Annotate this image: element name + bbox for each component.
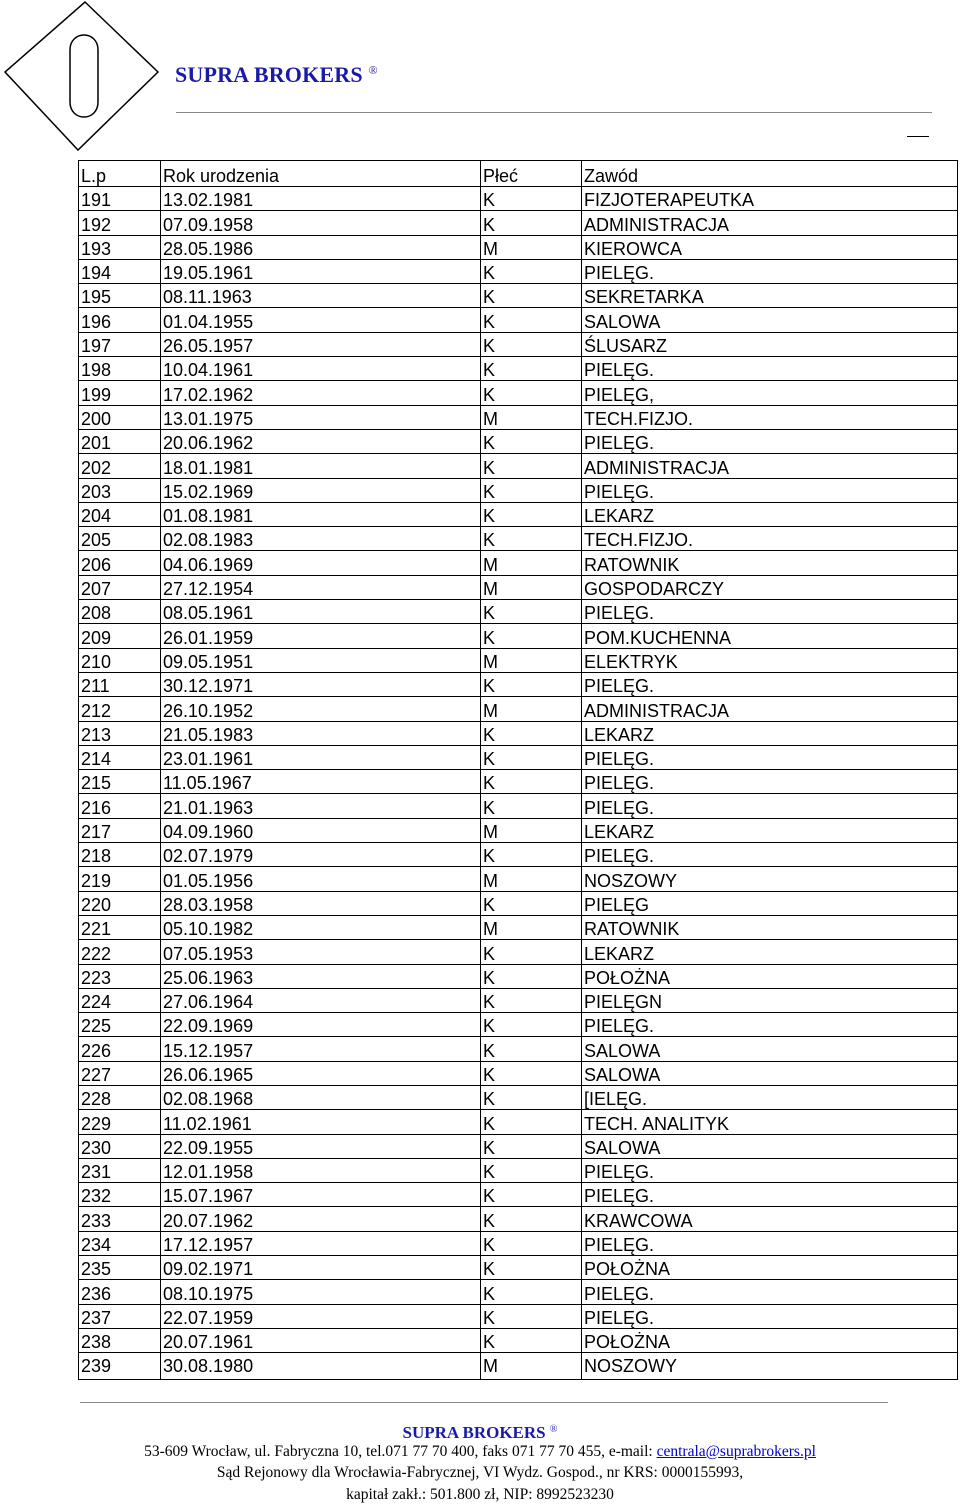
- cell-birth-date: 17.12.1957: [161, 1231, 481, 1255]
- cell-occupation: LEKARZ: [582, 818, 958, 842]
- table-row: [79, 259, 958, 283]
- email-link[interactable]: centrala@suprabrokers.pl: [656, 1443, 816, 1460]
- cell-gender: K: [481, 332, 582, 356]
- cell-occupation: PIELĘG.: [582, 745, 958, 769]
- table-row: [79, 211, 958, 235]
- cell-lp: 199: [79, 381, 161, 405]
- cell-gender: K: [481, 1110, 582, 1134]
- cell-birth-date: 26.06.1965: [161, 1061, 481, 1085]
- column-header-gender: Płeć: [481, 161, 582, 187]
- cell-occupation: KIEROWCA: [582, 235, 958, 259]
- cell-occupation: NOSZOWY: [582, 1353, 958, 1380]
- table-row: [79, 940, 958, 964]
- cell-occupation: TECH.FIZJO.: [582, 527, 958, 551]
- cell-gender: K: [481, 1037, 582, 1061]
- cell-lp: 191: [79, 187, 161, 211]
- cell-birth-date: 18.01.1981: [161, 454, 481, 478]
- cell-occupation: PIELĘG.: [582, 259, 958, 283]
- table-row: [79, 745, 958, 769]
- cell-occupation: LEKARZ: [582, 502, 958, 526]
- registered-mark: ®: [368, 63, 378, 77]
- brand-name: SUPRA BROKERS ®: [175, 62, 378, 87]
- cell-birth-date: 10.04.1961: [161, 357, 481, 381]
- table-row: [79, 964, 958, 988]
- cell-birth-date: 08.10.1975: [161, 1280, 481, 1304]
- table-body: [79, 187, 958, 1380]
- cell-lp: 218: [79, 843, 161, 867]
- cell-occupation: PIELĘG: [582, 891, 958, 915]
- cell-lp: 223: [79, 964, 161, 988]
- cell-birth-date: 01.04.1955: [161, 308, 481, 332]
- cell-lp: 235: [79, 1256, 161, 1280]
- table-row: [79, 843, 958, 867]
- cell-gender: K: [481, 357, 582, 381]
- cell-gender: K: [481, 600, 582, 624]
- cell-birth-date: 12.01.1958: [161, 1158, 481, 1182]
- cell-occupation: ADMINISTRACJA: [582, 211, 958, 235]
- cell-gender: K: [481, 988, 582, 1012]
- table-row: [79, 721, 958, 745]
- cell-gender: K: [481, 1328, 582, 1352]
- cell-gender: K: [481, 672, 582, 696]
- cell-gender: K: [481, 1304, 582, 1328]
- cell-gender: K: [481, 1183, 582, 1207]
- cell-occupation: PIELĘGN: [582, 988, 958, 1012]
- cell-lp: 221: [79, 915, 161, 939]
- cell-lp: 220: [79, 891, 161, 915]
- table-row: [79, 429, 958, 453]
- table-row: [79, 1207, 958, 1231]
- header-divider: [176, 112, 932, 113]
- cell-occupation: [IELĘG.: [582, 1085, 958, 1109]
- cell-occupation: PIELĘG.: [582, 770, 958, 794]
- footer-divider: [80, 1402, 888, 1403]
- cell-gender: M: [481, 697, 582, 721]
- cell-gender: K: [481, 211, 582, 235]
- cell-gender: K: [481, 1207, 582, 1231]
- cell-birth-date: 13.01.1975: [161, 405, 481, 429]
- cell-birth-date: 04.06.1969: [161, 551, 481, 575]
- cell-birth-date: 19.05.1961: [161, 259, 481, 283]
- cell-gender: K: [481, 259, 582, 283]
- cell-lp: 204: [79, 502, 161, 526]
- cell-lp: 198: [79, 357, 161, 381]
- table-row: [79, 405, 958, 429]
- cell-lp: 229: [79, 1110, 161, 1134]
- cell-birth-date: 22.09.1969: [161, 1013, 481, 1037]
- cell-gender: K: [481, 1013, 582, 1037]
- cell-gender: K: [481, 1158, 582, 1182]
- cell-gender: K: [481, 1256, 582, 1280]
- cell-birth-date: 20.07.1961: [161, 1328, 481, 1352]
- cell-occupation: SALOWA: [582, 1037, 958, 1061]
- cell-gender: K: [481, 381, 582, 405]
- cell-occupation: POŁOŻNA: [582, 964, 958, 988]
- table-row: [79, 551, 958, 575]
- cell-birth-date: 02.08.1983: [161, 527, 481, 551]
- cell-birth-date: 20.06.1962: [161, 429, 481, 453]
- cell-gender: M: [481, 405, 582, 429]
- table-row: [79, 794, 958, 818]
- table-row: [79, 478, 958, 502]
- cell-lp: 217: [79, 818, 161, 842]
- cell-gender: M: [481, 915, 582, 939]
- cell-lp: 192: [79, 211, 161, 235]
- cell-lp: 228: [79, 1085, 161, 1109]
- table-row: [79, 1061, 958, 1085]
- cell-lp: 225: [79, 1013, 161, 1037]
- cell-gender: K: [481, 770, 582, 794]
- cell-birth-date: 08.05.1961: [161, 600, 481, 624]
- cell-birth-date: 15.12.1957: [161, 1037, 481, 1061]
- cell-occupation: POŁOŻNA: [582, 1328, 958, 1352]
- cell-occupation: TECH.FIZJO.: [582, 405, 958, 429]
- cell-birth-date: 07.05.1953: [161, 940, 481, 964]
- cell-birth-date: 02.07.1979: [161, 843, 481, 867]
- cell-gender: K: [481, 940, 582, 964]
- footer-court-registration: Sąd Rejonowy dla Wrocławia-Fabrycznej, VI Wydz. Gospod., nr KRS: 0000155993,: [216, 1464, 744, 1481]
- cell-occupation: PIELĘG,: [582, 381, 958, 405]
- cell-lp: 208: [79, 600, 161, 624]
- cell-occupation: PIELĘG.: [582, 1158, 958, 1182]
- cell-occupation: PIELĘG.: [582, 429, 958, 453]
- footer-brand: SUPRA BROKERS ®: [402, 1423, 558, 1442]
- cell-lp: 200: [79, 405, 161, 429]
- cell-gender: K: [481, 964, 582, 988]
- cell-occupation: SALOWA: [582, 308, 958, 332]
- cell-occupation: PIELĘG.: [582, 1304, 958, 1328]
- cell-birth-date: 28.03.1958: [161, 891, 481, 915]
- footer-address: [0, 1441, 960, 1463]
- company-logo: [0, 0, 160, 160]
- cell-gender: K: [481, 794, 582, 818]
- cell-birth-date: 09.02.1971: [161, 1256, 481, 1280]
- cell-birth-date: 11.02.1961: [161, 1110, 481, 1134]
- cell-lp: 226: [79, 1037, 161, 1061]
- cell-gender: M: [481, 867, 582, 891]
- cell-gender: K: [481, 624, 582, 648]
- cell-lp: 233: [79, 1207, 161, 1231]
- cell-birth-date: 27.12.1954: [161, 575, 481, 599]
- table-row: [79, 1256, 958, 1280]
- table-row: [79, 600, 958, 624]
- cell-occupation: PIELĘG.: [582, 1013, 958, 1037]
- table-row: [79, 1134, 958, 1158]
- cell-lp: 209: [79, 624, 161, 648]
- cell-birth-date: 22.07.1959: [161, 1304, 481, 1328]
- cell-occupation: GOSPODARCZY: [582, 575, 958, 599]
- cell-occupation: ADMINISTRACJA: [582, 454, 958, 478]
- cell-birth-date: 01.05.1956: [161, 867, 481, 891]
- table-row: [79, 1328, 958, 1352]
- table-row: [79, 527, 958, 551]
- employee-table: [78, 160, 958, 1380]
- table-row: [79, 332, 958, 356]
- cell-occupation: PIELĘG.: [582, 672, 958, 696]
- cell-birth-date: 26.05.1957: [161, 332, 481, 356]
- cell-gender: K: [481, 502, 582, 526]
- cell-occupation: PIELĘG.: [582, 357, 958, 381]
- cell-birth-date: 05.10.1982: [161, 915, 481, 939]
- cell-lp: 205: [79, 527, 161, 551]
- cell-occupation: ELEKTRYK: [582, 648, 958, 672]
- footer-address-text: 53-609 Wrocław, ul. Fabryczna 10, tel.071 77 70 400, faks 071 77 70 455, e-mail:: [144, 1443, 657, 1460]
- cell-occupation: LEKARZ: [582, 721, 958, 745]
- cell-gender: K: [481, 527, 582, 551]
- cell-birth-date: 26.10.1952: [161, 697, 481, 721]
- table-row: [79, 867, 958, 891]
- table-row: [79, 1231, 958, 1255]
- table-row: [79, 381, 958, 405]
- cell-occupation: PIELĘG.: [582, 1183, 958, 1207]
- table-row: [79, 1158, 958, 1182]
- table-row: [79, 1304, 958, 1328]
- table-row: [79, 1110, 958, 1134]
- cell-gender: K: [481, 891, 582, 915]
- table-row: [79, 624, 958, 648]
- cell-lp: 236: [79, 1280, 161, 1304]
- table-row: [79, 770, 958, 794]
- cell-gender: M: [481, 575, 582, 599]
- cell-lp: 212: [79, 697, 161, 721]
- cell-occupation: NOSZOWY: [582, 867, 958, 891]
- cell-lp: 213: [79, 721, 161, 745]
- table-row: [79, 988, 958, 1012]
- cell-lp: 237: [79, 1304, 161, 1328]
- cell-gender: M: [481, 648, 582, 672]
- cell-gender: K: [481, 308, 582, 332]
- table-row: [79, 308, 958, 332]
- table-row: [79, 454, 958, 478]
- table-row: [79, 502, 958, 526]
- cell-lp: 214: [79, 745, 161, 769]
- cell-lp: 210: [79, 648, 161, 672]
- cell-birth-date: 26.01.1959: [161, 624, 481, 648]
- table-row: [79, 575, 958, 599]
- cell-occupation: ŚLUSARZ: [582, 332, 958, 356]
- cell-birth-date: 07.09.1958: [161, 211, 481, 235]
- cell-birth-date: 02.08.1968: [161, 1085, 481, 1109]
- cell-gender: M: [481, 235, 582, 259]
- cell-occupation: PIELĘG.: [582, 794, 958, 818]
- cell-lp: 222: [79, 940, 161, 964]
- cell-birth-date: 20.07.1962: [161, 1207, 481, 1231]
- cell-occupation: POŁOŻNA: [582, 1256, 958, 1280]
- cell-occupation: PIELĘG.: [582, 843, 958, 867]
- cell-lp: 207: [79, 575, 161, 599]
- cell-birth-date: 08.11.1963: [161, 284, 481, 308]
- table-row: [79, 1037, 958, 1061]
- cell-birth-date: 01.08.1981: [161, 502, 481, 526]
- cell-occupation: PIELĘG.: [582, 600, 958, 624]
- cell-birth-date: 13.02.1981: [161, 187, 481, 211]
- cell-gender: K: [481, 745, 582, 769]
- cell-gender: M: [481, 818, 582, 842]
- cell-occupation: PIELĘG.: [582, 1231, 958, 1255]
- cell-lp: 238: [79, 1328, 161, 1352]
- cell-lp: 230: [79, 1134, 161, 1158]
- cell-lp: 197: [79, 332, 161, 356]
- cell-occupation: POM.KUCHENNA: [582, 624, 958, 648]
- cell-lp: 231: [79, 1158, 161, 1182]
- cell-birth-date: 30.08.1980: [161, 1353, 481, 1380]
- cell-birth-date: 15.02.1969: [161, 478, 481, 502]
- cell-lp: 239: [79, 1353, 161, 1380]
- column-header-lp: L.p: [79, 161, 161, 187]
- table-row: [79, 648, 958, 672]
- cell-occupation: TECH. ANALITYK: [582, 1110, 958, 1134]
- cell-occupation: PIELĘG.: [582, 478, 958, 502]
- cell-birth-date: 04.09.1960: [161, 818, 481, 842]
- cell-occupation: PIELĘG.: [582, 1280, 958, 1304]
- table-row: [79, 818, 958, 842]
- cell-birth-date: 21.05.1983: [161, 721, 481, 745]
- column-header-occupation: Zawód: [582, 161, 958, 187]
- cell-occupation: LEKARZ: [582, 940, 958, 964]
- cell-lp: 195: [79, 284, 161, 308]
- table-row: [79, 1085, 958, 1109]
- cell-gender: K: [481, 1061, 582, 1085]
- cell-gender: M: [481, 1353, 582, 1380]
- footer-registered-mark: ®: [549, 1424, 558, 1435]
- cell-gender: K: [481, 1280, 582, 1304]
- table-header-row: [79, 161, 958, 187]
- cell-lp: 215: [79, 770, 161, 794]
- cell-gender: K: [481, 1134, 582, 1158]
- cell-lp: 202: [79, 454, 161, 478]
- footer-capital-info: kapitał zakł.: 501.800 zł, NIP: 8992523230: [346, 1486, 614, 1503]
- cell-gender: K: [481, 478, 582, 502]
- cell-birth-date: 09.05.1951: [161, 648, 481, 672]
- cell-birth-date: 28.05.1986: [161, 235, 481, 259]
- cell-birth-date: 27.06.1964: [161, 988, 481, 1012]
- cell-birth-date: 25.06.1963: [161, 964, 481, 988]
- cell-gender: K: [481, 187, 582, 211]
- table-row: [79, 284, 958, 308]
- cell-birth-date: 23.01.1961: [161, 745, 481, 769]
- cell-occupation: SALOWA: [582, 1134, 958, 1158]
- column-header-birth-date: Rok urodzenia: [161, 161, 481, 187]
- cell-lp: 211: [79, 672, 161, 696]
- cell-occupation: RATOWNIK: [582, 915, 958, 939]
- table-row: [79, 1353, 958, 1380]
- cell-lp: 196: [79, 308, 161, 332]
- cell-birth-date: 15.07.1967: [161, 1183, 481, 1207]
- cell-gender: K: [481, 284, 582, 308]
- cell-gender: M: [481, 551, 582, 575]
- cell-gender: K: [481, 429, 582, 453]
- cell-lp: 219: [79, 867, 161, 891]
- table-row: [79, 1280, 958, 1304]
- cell-birth-date: 22.09.1955: [161, 1134, 481, 1158]
- cell-occupation: KRAWCOWA: [582, 1207, 958, 1231]
- cell-gender: K: [481, 843, 582, 867]
- table-row: [79, 187, 958, 211]
- table-row: [79, 672, 958, 696]
- header-dash: [907, 136, 929, 137]
- cell-lp: 232: [79, 1183, 161, 1207]
- cell-occupation: SEKRETARKA: [582, 284, 958, 308]
- cell-lp: 216: [79, 794, 161, 818]
- cell-gender: K: [481, 1085, 582, 1109]
- table-row: [79, 697, 958, 721]
- cell-lp: 203: [79, 478, 161, 502]
- cell-lp: 227: [79, 1061, 161, 1085]
- cell-gender: K: [481, 721, 582, 745]
- table-row: [79, 235, 958, 259]
- cell-occupation: ADMINISTRACJA: [582, 697, 958, 721]
- cell-birth-date: 17.02.1962: [161, 381, 481, 405]
- table-row: [79, 915, 958, 939]
- cell-gender: K: [481, 1231, 582, 1255]
- cell-birth-date: 30.12.1971: [161, 672, 481, 696]
- table-row: [79, 1013, 958, 1037]
- cell-lp: 234: [79, 1231, 161, 1255]
- table-row: [79, 357, 958, 381]
- table-row: [79, 891, 958, 915]
- cell-occupation: FIZJOTERAPEUTKA: [582, 187, 958, 211]
- cell-birth-date: 11.05.1967: [161, 770, 481, 794]
- cell-gender: K: [481, 454, 582, 478]
- cell-lp: 193: [79, 235, 161, 259]
- cell-occupation: RATOWNIK: [582, 551, 958, 575]
- cell-lp: 201: [79, 429, 161, 453]
- cell-lp: 194: [79, 259, 161, 283]
- cell-lp: 206: [79, 551, 161, 575]
- table-row: [79, 1183, 958, 1207]
- cell-lp: 224: [79, 988, 161, 1012]
- cell-birth-date: 21.01.1963: [161, 794, 481, 818]
- cell-occupation: SALOWA: [582, 1061, 958, 1085]
